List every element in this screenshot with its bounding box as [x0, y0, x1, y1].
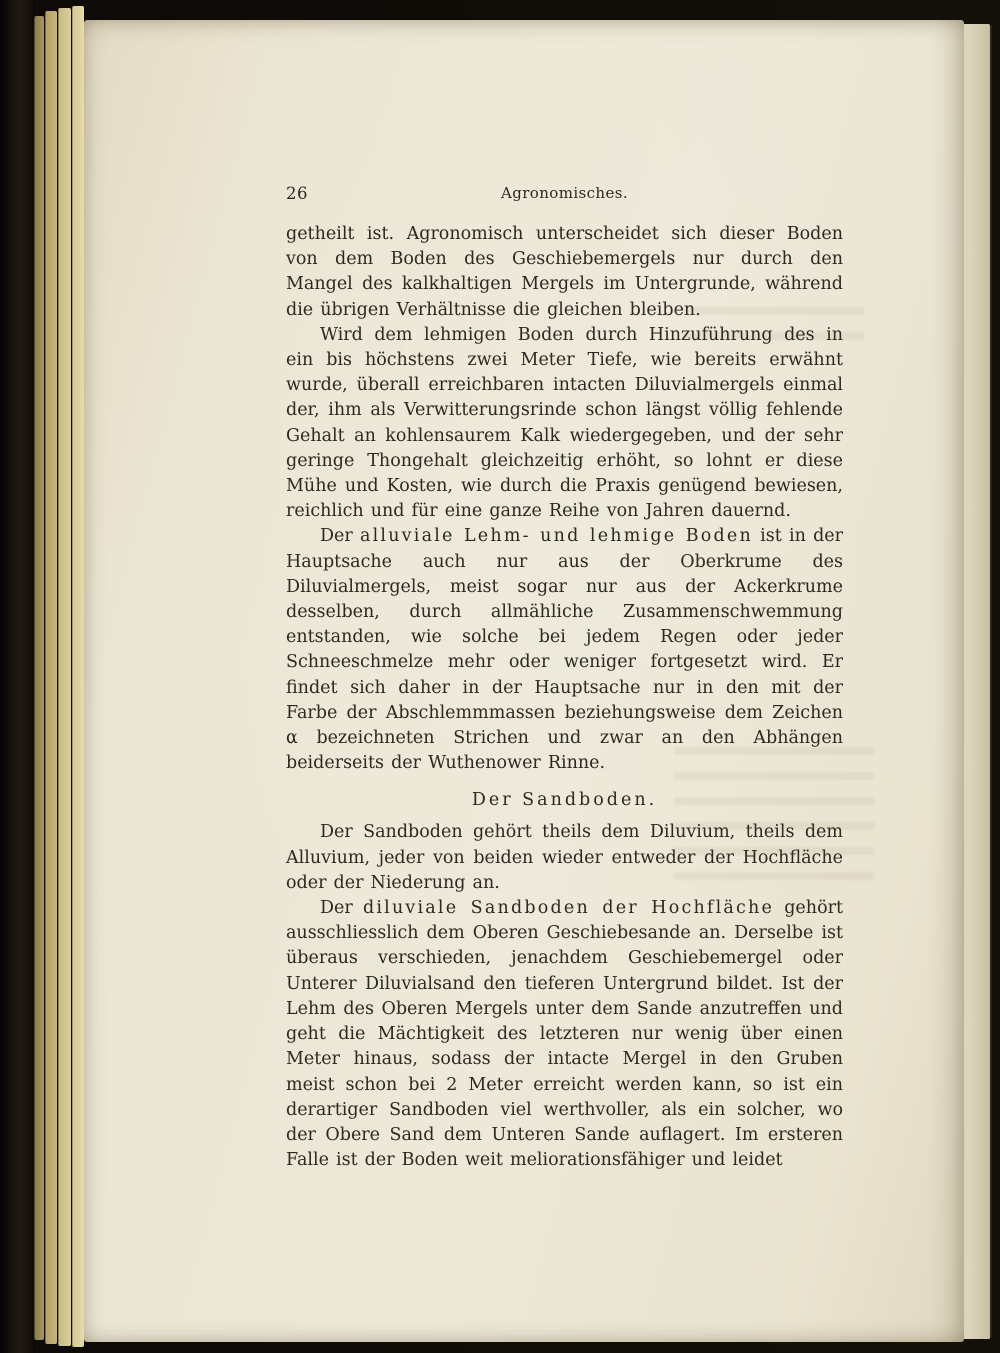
page-edge-stack: [58, 8, 71, 1346]
paragraph-text: Der: [320, 526, 360, 547]
page-edge-stack: [34, 16, 44, 1340]
page-number: 26: [286, 184, 308, 203]
paragraph: [286, 896, 843, 1173]
emphasized-text: diluviale Sandboden der Hochfläche: [362, 898, 775, 919]
paragraph: getheilt ist. Agronomisch unterscheidet sich dieser Boden von dem Boden des Geschiebemergels nur durch den Mangel des kalkhaltigen Mergels im Untergrunde, während die übrigen Verhältnisse die gleichen bleiben.: [286, 224, 843, 320]
paragraph-text: Der: [320, 898, 363, 919]
page-edge-stack: [45, 11, 57, 1344]
paragraph-text: ist in der Hauptsache auch nur aus der Oberkrume des Diluvialmergels, meist sogar nur aus der Ackerkrume desselben, durch allmähliche Zusammenschwemmung entstanden, wie solche bei jedem Regen oder jeder Schneeschmelze mehr oder weniger fortgesetzt wird. Er findet sich daher in der Hauptsache nur in den mit der Farbe der Abschlemmmassen beziehungsweise dem Zeichen α bezeichneten Strichen und zwar an den Abhängen beiderseits der Wuthenower Rinne.: [286, 526, 843, 774]
paragraph: Wird dem lehmigen Boden durch Hinzuführung des in ein bis höchstens zwei Meter Tiefe, wie bereits erwähnt wurde, überall erreichbaren intacten Diluvialmergels einmal der, ihm als Verwitterungsrinde schon längst völlig fehlende Gehalt an kohlensaurem Kalk wiedergegeben, und der sehr geringe Thongehalt gleichzeitig erhöht, so lohnt er diese Mühe und Kosten, wie durch die Praxis genügend bewiesen, reichlich und für eine ganze Reihe von Jahren dauernd.: [286, 324, 843, 522]
page-edge-stack: [72, 6, 84, 1347]
text-block: [286, 184, 843, 1173]
book-spine: [0, 0, 36, 1353]
paragraph: [286, 524, 843, 776]
section-heading: Der Sandboden.: [471, 790, 658, 811]
paragraph: Der Sandboden gehört theils dem Diluvium, theils dem Alluvium, jeder von beiden wieder entweder der Hochfläche oder der Niederung an.: [286, 822, 843, 893]
paragraph-text: gehört ausschliesslich dem Oberen Geschiebesande an. Derselbe ist überaus verschieden, jenachdem Geschiebemergel oder Unterer Diluvialsand den tieferen Untergrund bildet. Ist der Lehm des Oberen Mergels unter dem Sande anzutreffen und geht die Mächtigkeit des letzteren nur wenig über einen Meter hinaus, sodass der intacte Mergel in den Gruben meist schon bei 2 Meter erreicht werden kann, so ist ein derartiger Sandboden viel werthvoller, als ein solcher, wo der Obere Sand dem Unteren Sande auflagert. Im ersteren Falle ist der Boden weit meliorationsfähiger und leidet: [286, 898, 843, 1171]
emphasized-text: alluviale Lehm- und lehmige Boden: [359, 526, 753, 547]
running-header: Agronomisches.: [500, 184, 629, 202]
page-header: [286, 184, 843, 206]
book-page: [84, 20, 964, 1342]
